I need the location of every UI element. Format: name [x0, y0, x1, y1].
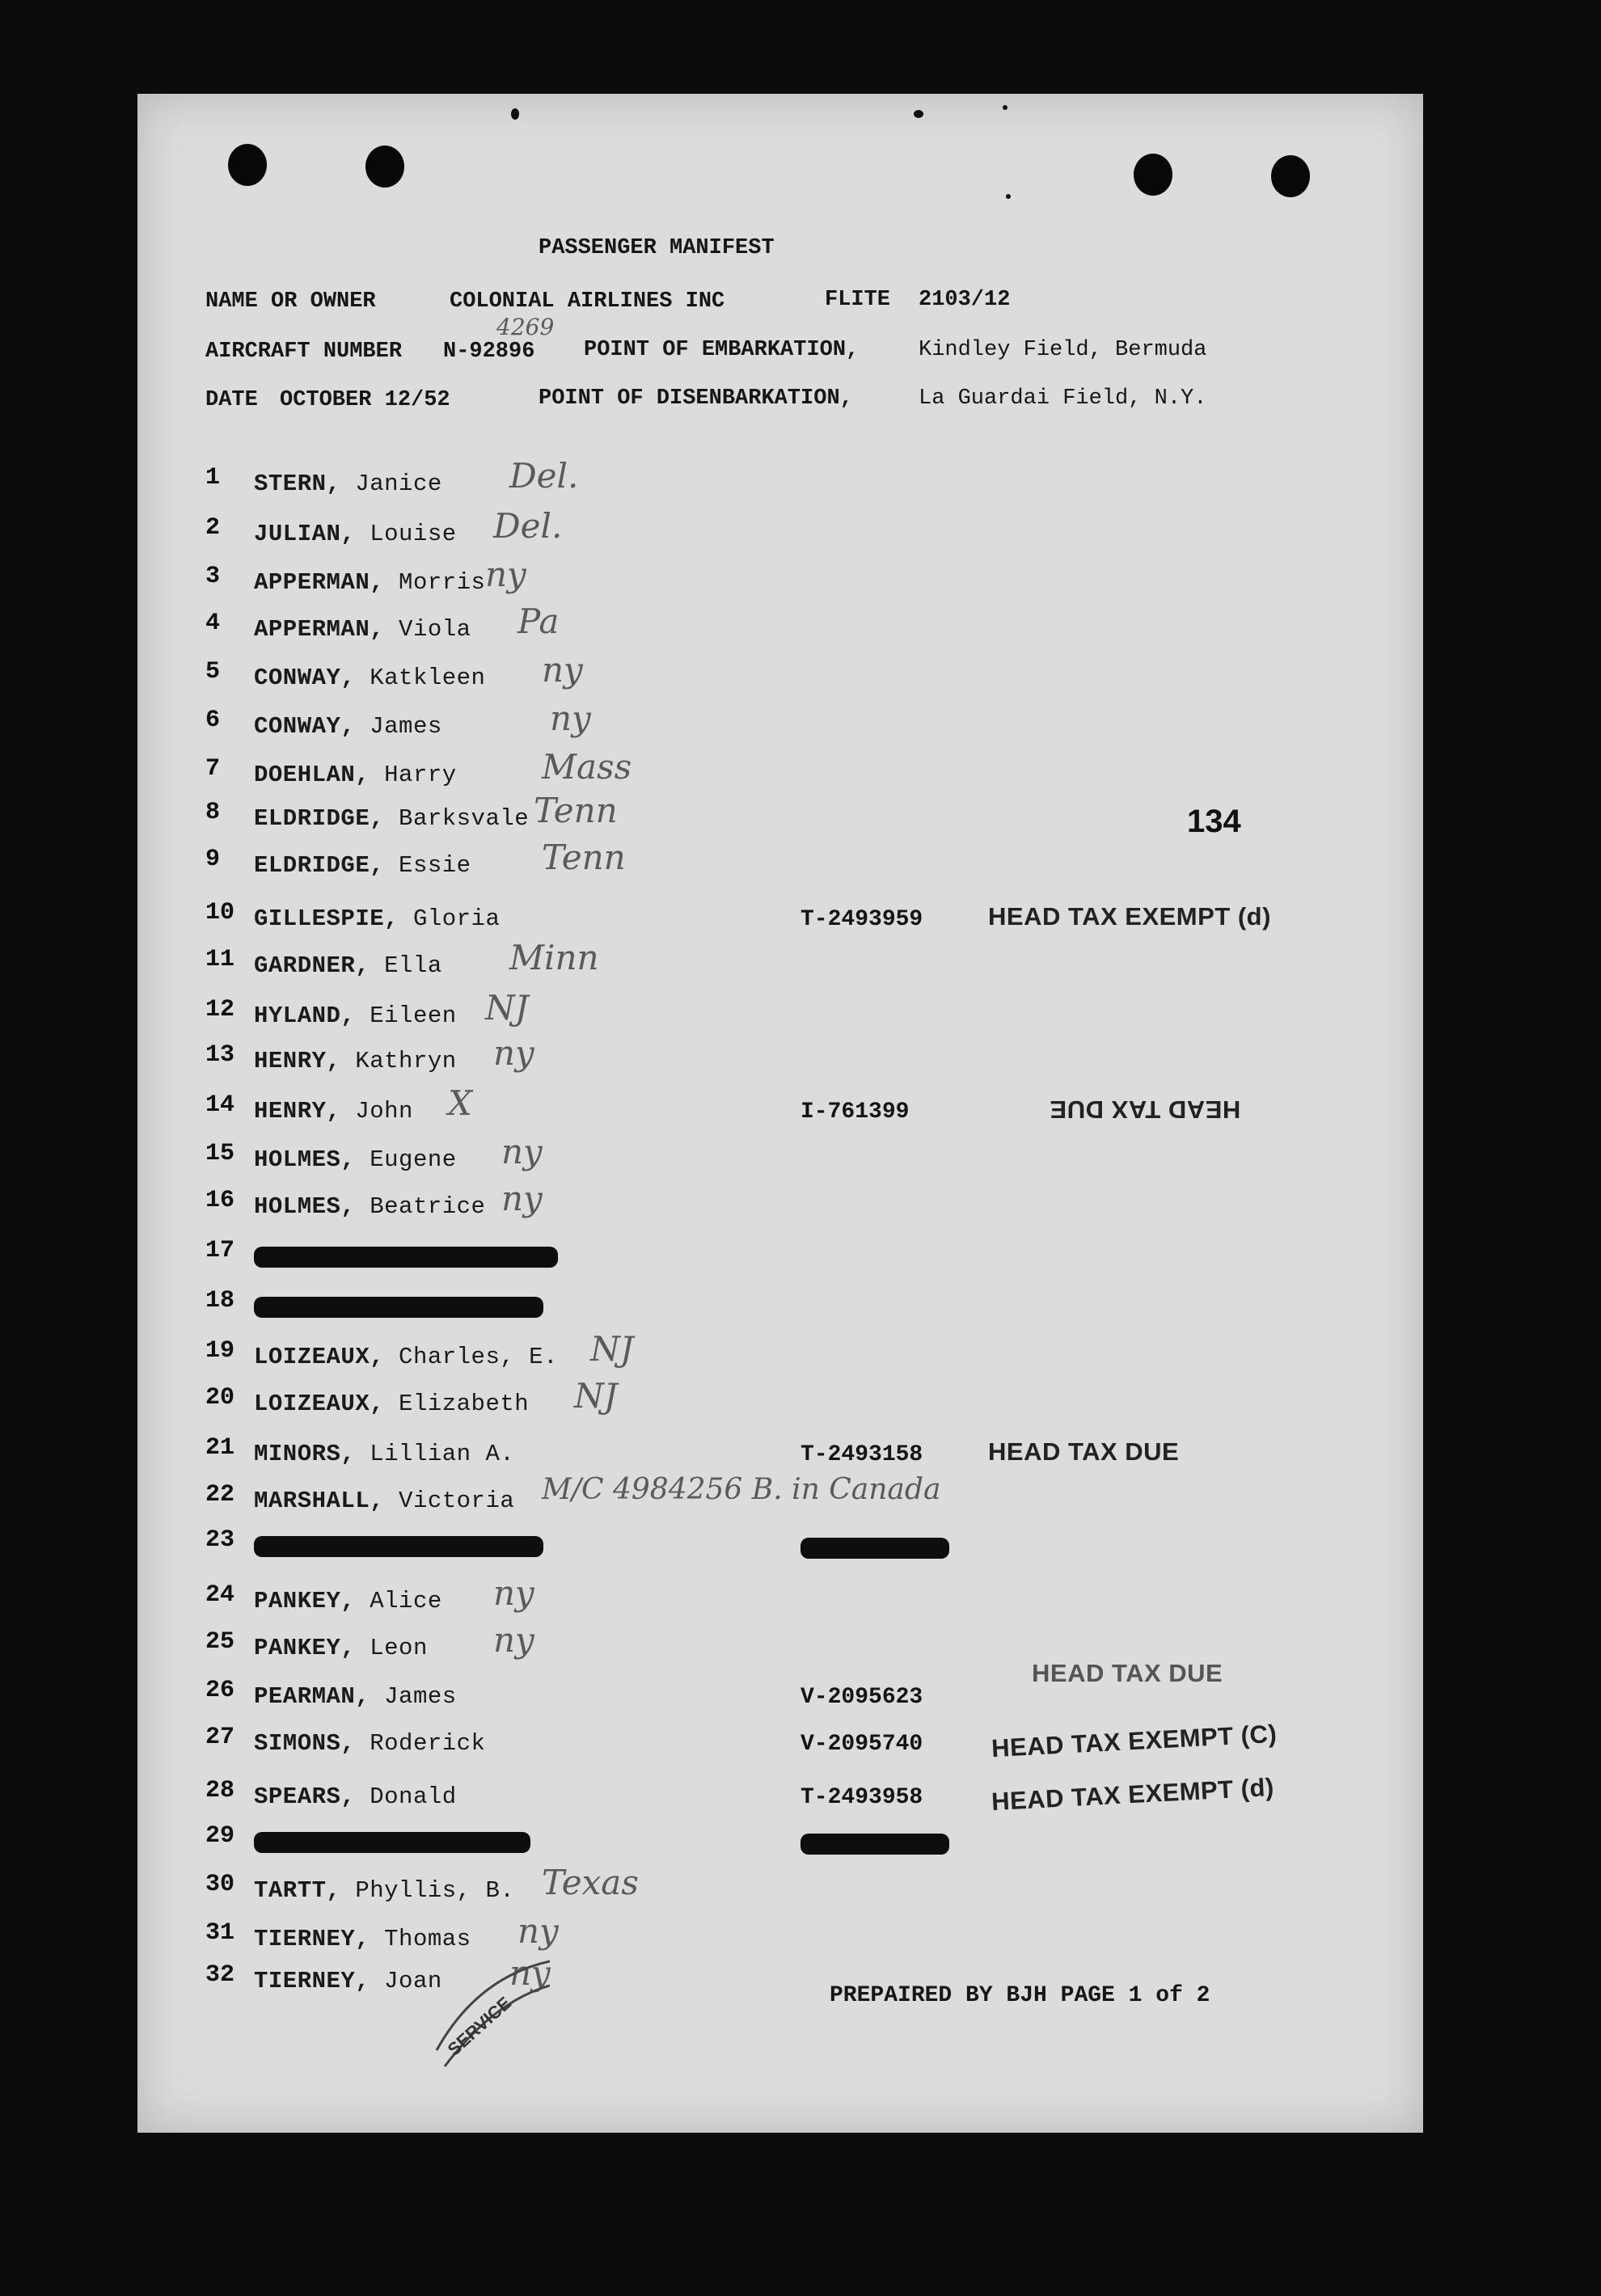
passenger-name — [254, 616, 471, 643]
given-name: Janice — [355, 471, 442, 497]
row-number: 11 — [205, 946, 235, 973]
residence-annotation: ny — [493, 1033, 534, 1073]
row-number: 30 — [205, 1871, 235, 1898]
passenger-name — [254, 1730, 485, 1757]
aircraft-label: AIRCRAFT NUMBER — [205, 340, 403, 364]
ticket-redaction-bar — [800, 1538, 949, 1559]
service-stamp-text: SERVICE — [443, 1992, 515, 2060]
ticket-number: T-2493959 — [800, 907, 923, 932]
row-number: 2 — [205, 514, 221, 542]
redaction-bar — [254, 1536, 543, 1557]
surname: TIERNEY, — [254, 1926, 370, 1952]
surname: APPERMAN, — [254, 616, 385, 643]
row-number: 27 — [205, 1724, 235, 1751]
residence-annotation: Mass — [542, 747, 632, 787]
row-number: 16 — [205, 1187, 235, 1214]
row-number: 13 — [205, 1041, 235, 1069]
surname: JULIAN, — [254, 521, 356, 547]
residence-annotation: ny — [542, 650, 583, 690]
given-name: Viola — [399, 616, 471, 643]
date-value: OCTOBER 12/52 — [280, 388, 450, 412]
head-tax-stamp: HEAD TAX DUE — [1032, 1659, 1223, 1687]
surname: ELDRIDGE, — [254, 852, 385, 879]
row-number: 8 — [205, 799, 221, 826]
surname: HENRY, — [254, 1048, 341, 1074]
row-number: 18 — [205, 1287, 235, 1315]
ink-speck — [1006, 194, 1011, 199]
surname: DOEHLAN, — [254, 762, 370, 788]
given-name: Eileen — [370, 1002, 457, 1029]
given-name: Victoria — [399, 1488, 515, 1514]
passenger-name — [254, 1877, 514, 1904]
residence-annotation: ny — [493, 1573, 534, 1613]
embarkation-label: POINT OF EMBARKATION, — [584, 338, 860, 362]
row-number: 31 — [205, 1919, 235, 1947]
given-name: Phyllis, B. — [355, 1877, 515, 1904]
surname: APPERMAN, — [254, 569, 385, 596]
surname: TARTT, — [254, 1877, 341, 1904]
redaction-bar — [254, 1297, 543, 1318]
passenger-name — [254, 713, 442, 740]
given-name: Katkleen — [370, 665, 486, 691]
given-name: Joan — [384, 1968, 442, 1994]
residence-annotation: Pa — [517, 601, 560, 641]
given-name: Lillian A. — [370, 1441, 515, 1467]
residence-annotation: Tenn — [534, 791, 618, 830]
given-name: Charles, E. — [399, 1344, 558, 1370]
row-number: 6 — [205, 707, 221, 734]
service-stamp — [429, 1945, 550, 2074]
given-name: Alice — [370, 1588, 442, 1614]
row-number: 28 — [205, 1777, 235, 1804]
passenger-name — [254, 569, 485, 596]
row-number: 10 — [205, 899, 235, 926]
given-name: Donald — [370, 1783, 457, 1810]
page-number-stamp: 134 — [1187, 804, 1241, 839]
row-number: 1 — [205, 464, 221, 492]
ticket-number: V-2095740 — [800, 1732, 923, 1757]
given-name: James — [384, 1683, 457, 1710]
row-number: 17 — [205, 1237, 235, 1264]
given-name: Beatrice — [370, 1193, 486, 1220]
residence-annotation: M/C 4984256 B. in Canada — [542, 1473, 941, 1506]
passenger-name — [254, 1783, 457, 1810]
passenger-name — [254, 1193, 485, 1220]
row-number: 14 — [205, 1091, 235, 1119]
passenger-name — [254, 1098, 413, 1125]
surname: MINORS, — [254, 1441, 356, 1467]
passenger-name — [254, 1146, 457, 1173]
surname: SPEARS, — [254, 1783, 356, 1810]
passenger-name — [254, 805, 529, 832]
passenger-name — [254, 1683, 457, 1710]
passenger-name — [254, 665, 485, 691]
disembarkation-label: POINT OF DISENBARKATION, — [539, 386, 853, 411]
ticket-number: T-2493958 — [800, 1785, 923, 1810]
ink-speck — [1003, 105, 1007, 110]
given-name: Ella — [384, 952, 442, 979]
row-number: 3 — [205, 563, 221, 590]
surname: MARSHALL, — [254, 1488, 385, 1514]
passenger-name — [254, 1441, 514, 1467]
surname: GILLESPIE, — [254, 905, 399, 932]
residence-annotation: X — [448, 1083, 472, 1123]
row-number: 12 — [205, 996, 235, 1023]
passenger-name — [254, 1635, 428, 1661]
punch-hole — [365, 146, 404, 188]
residence-annotation: ny — [501, 1132, 543, 1171]
row-number: 7 — [205, 755, 221, 783]
passenger-name — [254, 1488, 514, 1514]
owner-value: COLONIAL AIRLINES INC — [450, 289, 725, 314]
given-name: Leon — [370, 1635, 428, 1661]
residence-annotation: NJ — [590, 1329, 634, 1369]
passenger-name — [254, 1968, 442, 1994]
row-number: 21 — [205, 1434, 235, 1462]
residence-annotation: ny — [550, 699, 591, 738]
surname: HENRY, — [254, 1098, 341, 1125]
given-name: Thomas — [384, 1926, 471, 1952]
passenger-name — [254, 762, 457, 788]
row-number: 20 — [205, 1384, 235, 1412]
passenger-name — [254, 1344, 558, 1370]
surname: LOIZEAUX, — [254, 1391, 385, 1417]
manifest-page — [137, 94, 1423, 2133]
given-name: John — [355, 1098, 413, 1125]
surname: PEARMAN, — [254, 1683, 370, 1710]
head-tax-stamp: HEAD TAX EXEMPT (C) — [991, 1719, 1278, 1763]
residence-annotation: ny — [509, 1953, 551, 1993]
given-name: Harry — [384, 762, 457, 788]
residence-annotation: Texas — [542, 1863, 639, 1902]
surname: CONWAY, — [254, 665, 356, 691]
page-title: PASSENGER MANIFEST — [539, 236, 775, 260]
given-name: Morris — [399, 569, 486, 596]
ticket-number: V-2095623 — [800, 1685, 923, 1710]
row-number: 5 — [205, 658, 221, 686]
row-number: 25 — [205, 1628, 235, 1656]
surname: GARDNER, — [254, 952, 370, 979]
residence-annotation: ny — [517, 1911, 559, 1951]
punch-hole — [1271, 155, 1310, 197]
residence-annotation: ny — [485, 555, 526, 594]
given-name: Elizabeth — [399, 1391, 530, 1417]
flight-value: 2103/12 — [919, 288, 1011, 312]
surname: LOIZEAUX, — [254, 1344, 385, 1370]
redaction-bar — [254, 1247, 558, 1268]
given-name: Essie — [399, 852, 471, 879]
flight-label: FLITE — [825, 288, 891, 312]
given-name: Barksvale — [399, 805, 530, 832]
owner-label: NAME OR OWNER — [205, 289, 376, 314]
given-name: James — [370, 713, 442, 740]
row-number: 26 — [205, 1677, 235, 1704]
surname: TIERNEY, — [254, 1968, 370, 1994]
embarkation-value: Kindley Field, Bermuda — [919, 338, 1207, 362]
given-name: Gloria — [412, 905, 501, 932]
passenger-name — [254, 852, 471, 879]
surname: HOLMES, — [254, 1193, 356, 1220]
aircraft-correction: 4269 — [496, 314, 555, 340]
surname: HYLAND, — [254, 1002, 356, 1029]
ink-speck — [914, 110, 923, 118]
row-number: 29 — [205, 1822, 235, 1850]
surname: STERN, — [254, 471, 341, 497]
head-tax-stamp: HEAD TAX DUE — [988, 1437, 1180, 1466]
disembarkation-value: La Guardai Field, N.Y. — [919, 386, 1207, 411]
passenger-name — [254, 1391, 529, 1417]
punch-hole — [1134, 154, 1172, 196]
passenger-name — [254, 1002, 457, 1029]
given-name: Roderick — [370, 1730, 486, 1757]
row-number: 15 — [205, 1140, 235, 1167]
ticket-redaction-bar — [800, 1834, 949, 1855]
surname: PANKEY, — [254, 1588, 356, 1614]
residence-annotation: NJ — [574, 1376, 618, 1416]
passenger-name — [254, 1588, 442, 1614]
ticket-number: T-2493158 — [800, 1442, 923, 1467]
head-tax-stamp: HEAD TAX DUE — [1050, 1095, 1241, 1124]
ticket-number: I-761399 — [800, 1099, 910, 1125]
row-number: 19 — [205, 1337, 235, 1365]
residence-annotation: Minn — [509, 938, 599, 977]
passenger-name — [254, 952, 442, 979]
row-number: 24 — [205, 1581, 235, 1609]
residence-annotation: Tenn — [542, 838, 626, 877]
head-tax-stamp: HEAD TAX EXEMPT (d) — [988, 902, 1271, 931]
row-number: 22 — [205, 1481, 235, 1509]
surname: ELDRIDGE, — [254, 805, 385, 832]
row-number: 9 — [205, 846, 221, 873]
residence-annotation: ny — [501, 1179, 543, 1218]
surname: HOLMES, — [254, 1146, 356, 1173]
surname: PANKEY, — [254, 1635, 356, 1661]
residence-annotation: Del. — [509, 456, 579, 496]
date-label: DATE — [205, 388, 258, 412]
row-number: 4 — [205, 610, 221, 637]
redaction-bar — [254, 1832, 530, 1853]
head-tax-stamp: HEAD TAX EXEMPT (d) — [991, 1772, 1275, 1817]
surname: CONWAY, — [254, 713, 356, 740]
passenger-name — [254, 905, 500, 932]
aircraft-value: N-92896 — [443, 340, 535, 364]
ink-speck — [511, 108, 519, 120]
row-number: 23 — [205, 1526, 235, 1554]
residence-annotation: Del. — [493, 506, 563, 546]
residence-annotation: ny — [493, 1620, 534, 1660]
surname: SIMONS, — [254, 1730, 356, 1757]
passenger-name — [254, 521, 457, 547]
residence-annotation: NJ — [485, 988, 529, 1028]
passenger-name — [254, 1048, 457, 1074]
given-name: Kathryn — [355, 1048, 457, 1074]
given-name: Louise — [370, 521, 457, 547]
given-name: Eugene — [370, 1146, 457, 1173]
prepared-by: PREPAIRED BY BJH PAGE 1 of 2 — [830, 1983, 1210, 2008]
row-number: 32 — [205, 1961, 235, 1989]
punch-hole — [228, 144, 267, 186]
passenger-name — [254, 471, 442, 497]
